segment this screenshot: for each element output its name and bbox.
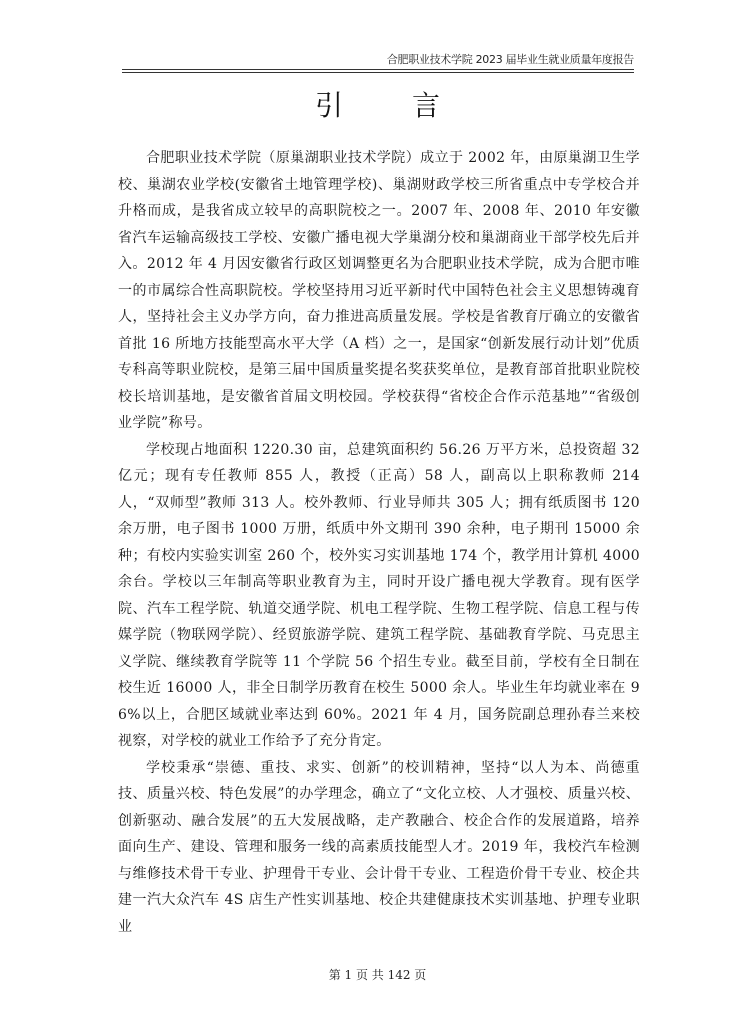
paragraph: 学校秉承“崇德、重技、求实、创新”的校训精神，坚持“以人为本、尚德重技、质量兴校、特色发展”的办学理念，确立了“文化立校、人才强校、质量兴校、创新驱动、融合发展”的五大发展战略，走产教融合、校企合作的发展道路，培养面向生产、建设、管理和服务一线的高素质技能型人才。2019 年，我校汽车检测与维修技术骨干专业、护理骨干专业、会计骨干专业、工程造价骨干专业、校企共建一汽大众汽车 4S 店生产性实训基地、校企共建健康技术实训基地、护理专业职业 — [118, 759, 640, 935]
page-number-footer: 第 1 页 共 142 页 — [328, 968, 427, 982]
paragraph: 学校现占地面积 1220.30 亩，总建筑面积约 56.26 万平方米，总投资超 32 亿元；现有专任教师 855 人，教授（正高）58 人，副高以上职称教师 214 人，“双师型”教师 313 人。校外教师、行业导师共 305 人；拥有纸质图书 120 余万册，电子图书 1000 万册，纸质中外文期刊 390 余种，电子期刊 15000 余种；有校内实验实训室 260 个，校外实习实训基地 174 个，教学用计算机 4000 余台。学校以三年制高等职业教育为主，同时开设广播电视大学教育。现有医学院、汽车工程学院、轨道交通学院、机电工程学院、生物工程学院、信息工程与传媒学院（物联网学院）、经贸旅游学院、建筑工程学院、基础教育学院、马克思主义学院、继续教育学院等 11 个学院 56 个招生专业。截至目前，学校有全日制在校生近 16000 人，非全日制学历教育在校生 5000 余人。毕业生年均就业率在 96%以上，合肥区域就业率达到 60%。2021 年 4 月，国务院副总理孙春兰来校视察，对学校的就业工作给予了充分肯定。 — [118, 441, 640, 749]
body-text — [118, 145, 640, 940]
page-title: 引 言 — [315, 89, 470, 122]
paragraph: 合肥职业技术学院（原巢湖职业技术学院）成立于 2002 年，由原巢湖卫生学校、巢湖农业学校(安徽省土地管理学校)、巢湖财政学校三所省重点中专学校合并升格而成，是我省成立较早的高职院校之一。2007 年、2008 年、2010 年安徽省汽车运输高级技工学校、安徽广播电视大学巢湖分校和巢湖商业干部学校先后并入。2012 年 4 月因安徽省行政区划调整更名为合肥职业技术学院，成为合肥市唯一的市属综合性高职院校。学校坚持用习近平新时代中国特色社会主义思想铸魂育人，坚持社会主义办学方向，奋力推进高质量发展。学校是省教育厅确立的安徽省首批 16 所地方技能型高水平大学（A 档）之一，是国家“创新发展行动计划”优质专科高等职业院校，是第三届中国质量奖提名奖获奖单位，是教育部首批职业院校校长培训基地，是安徽省首届文明校园。学校获得“省校企合作示范基地”“省级创业学院”称号。 — [118, 150, 640, 431]
running-header: 合肥职业技术学院 2023 届毕业生就业质量年度报告 — [122, 51, 634, 70]
